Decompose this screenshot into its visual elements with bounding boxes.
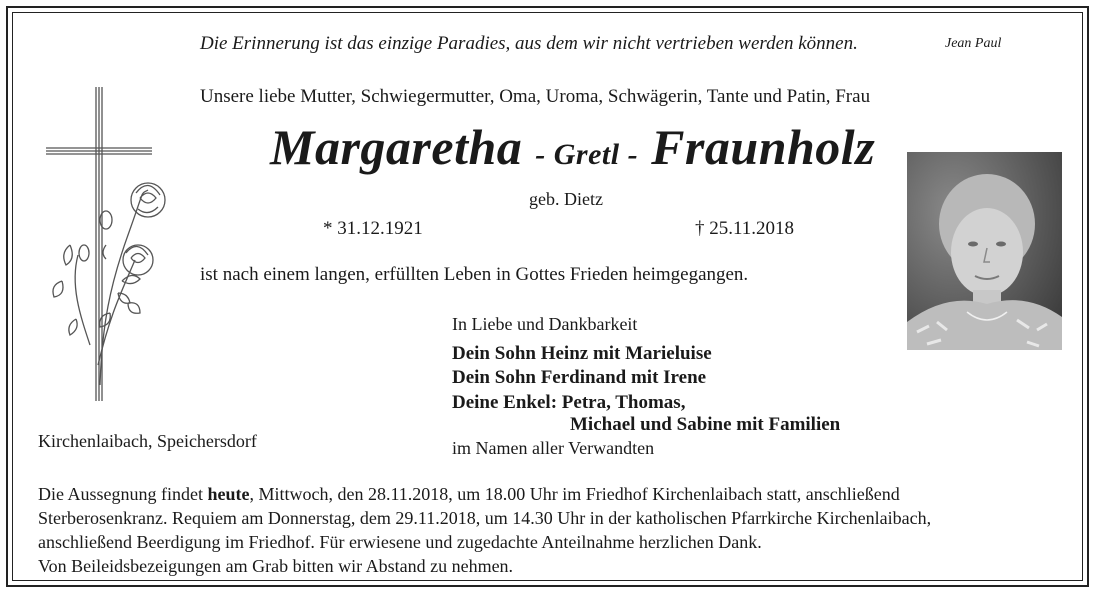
last-name: Fraunholz xyxy=(651,119,876,175)
family-line: Dein Sohn Heinz mit Marieluise xyxy=(452,343,712,364)
first-name: Margaretha xyxy=(270,119,523,175)
notice-line-3: anschließend Beerdigung im Friedhof. Für erwiesene und zugedachte Anteilnahme herzlichen Dank. xyxy=(38,532,762,552)
deceased-name xyxy=(270,118,875,176)
relatives-line: im Namen aller Verwandten xyxy=(452,438,655,458)
nickname: - Gretl - xyxy=(535,138,639,171)
death-date: † 25.11.2018 xyxy=(695,218,795,239)
notice-line-2: Sterberosenkranz. Requiem am Donnerstag, dem 29.11.2018, um 14.30 Uhr in der katholischen Pfarrkirche Kirchenlaibach, xyxy=(38,508,932,528)
quote-author: Jean Paul xyxy=(945,36,1002,51)
thanks-line: In Liebe und Dankbarkeit xyxy=(452,314,638,334)
place-line: Kirchenlaibach, Speichersdorf xyxy=(38,431,257,451)
family-line: Deine Enkel: Petra, Thomas, xyxy=(452,392,686,413)
maiden-name: geb. Dietz xyxy=(529,189,603,209)
notice-text: Die Aussegnung findet xyxy=(38,484,208,504)
birth-date: * 31.12.1921 xyxy=(323,218,423,239)
intro-line: Unsere liebe Mutter, Schwiegermutter, Oma, Uroma, Schwägerin, Tante und Patin, Frau xyxy=(200,86,871,107)
funeral-notice xyxy=(38,482,931,578)
notice-line-1 xyxy=(38,482,931,506)
family-line: Dein Sohn Ferdinand mit Irene xyxy=(452,367,707,388)
notice-text: , Mittwoch, den 28.11.2018, um 18.00 Uhr im Friedhof Kirchenlaibach statt, anschließend xyxy=(249,484,900,504)
notice-line-4: Von Beileidsbezeigungen am Grab bitten wir Abstand zu nehmen. xyxy=(38,556,514,576)
family-line: Michael und Sabine mit Familien xyxy=(570,414,841,435)
passed-away-text: ist nach einem langen, erfüllten Leben in Gottes Frieden heimgegangen. xyxy=(200,264,749,285)
cross-with-roses-icon xyxy=(40,85,180,405)
quote-text: Die Erinnerung ist das einzige Paradies, aus dem wir nicht vertrieben werden können. xyxy=(200,33,858,54)
portrait-photo xyxy=(907,152,1062,350)
notice-emphasis: heute xyxy=(207,484,250,504)
